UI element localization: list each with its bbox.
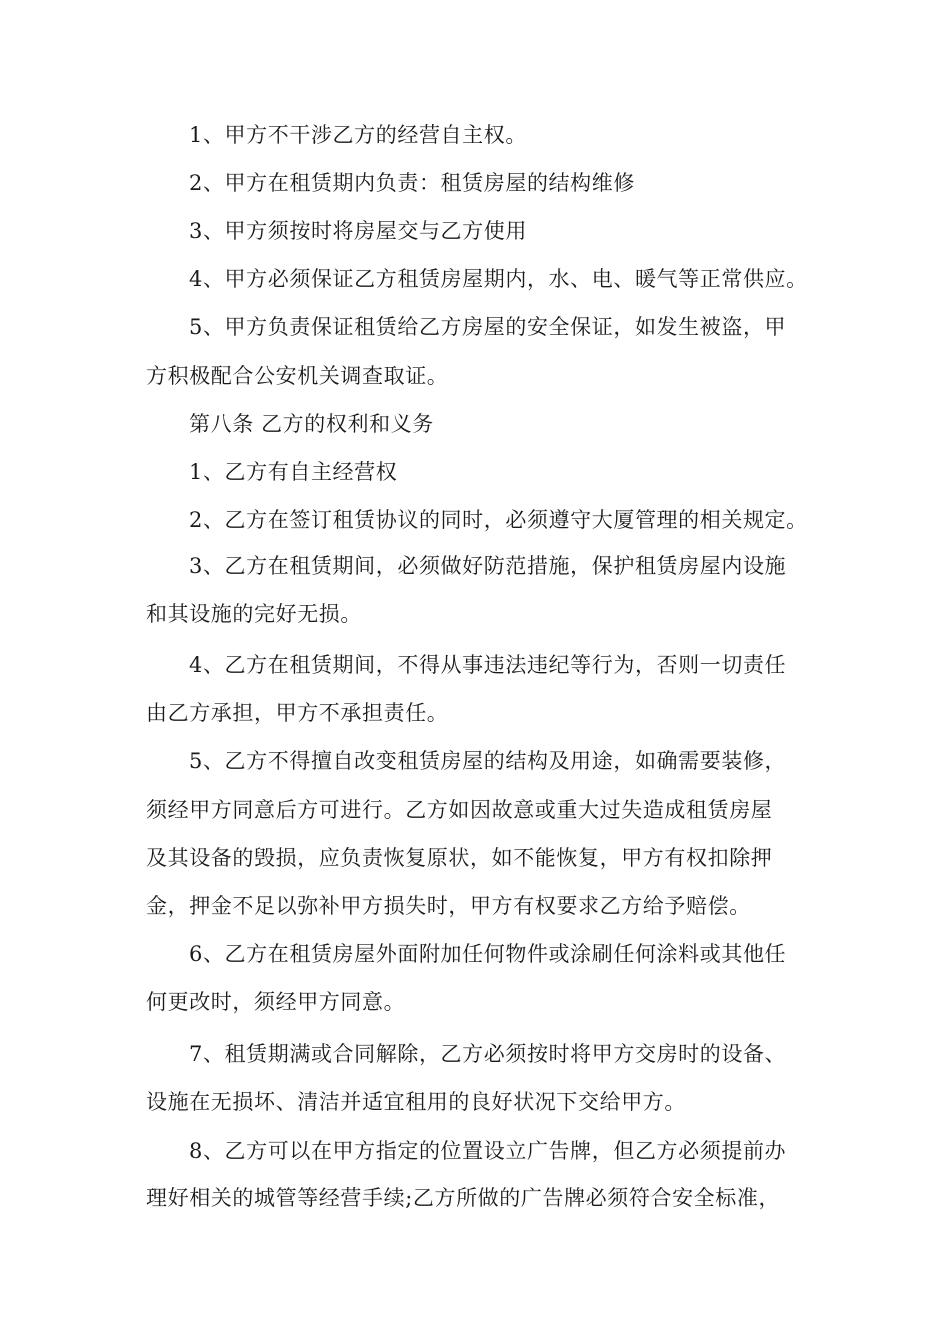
party-b-clause-8-text: 8、乙方可以在甲方指定的位置设立广告牌，但乙方必须提前办 xyxy=(189,1139,787,1163)
party-b-clause-2-text: 2、乙方在签订租赁协议的同时，必须遵守大厦管理的相关规定。 xyxy=(189,508,808,532)
party-b-clause-5-text-cont-1: 须经甲方同意后方可进行。乙方如因故意或重大过失造成租赁房屋 xyxy=(146,798,773,822)
clause-1-text: 1、甲方不干涉乙方的经营自主权。 xyxy=(189,123,527,147)
article-8-heading: 第八条 乙方的权利和义务 xyxy=(189,412,434,436)
party-b-clause-4-text: 4、乙方在租赁期间，不得从事违法违纪等行为，否则一切责任 xyxy=(189,653,787,677)
party-b-clause-5-text-cont-2: 及其设备的毁损，应负责恢复原状，如不能恢复，甲方有权扣除押 xyxy=(146,846,773,870)
party-b-clause-6-text-cont: 何更改时，须经甲方同意。 xyxy=(146,990,406,1014)
clause-3-text: 3、甲方须按时将房屋交与乙方使用 xyxy=(189,219,527,243)
party-b-clause-1-text: 1、乙方有自主经营权 xyxy=(189,460,398,484)
clause-5-text: 5、甲方负责保证租赁给乙方房屋的安全保证，如发生被盗，甲 xyxy=(189,315,787,339)
clause-2-text: 2、甲方在租赁期内负责：租赁房屋的结构维修 xyxy=(189,171,635,195)
party-b-clause-5-text: 5、乙方不得擅自改变租赁房屋的结构及用途，如确需要装修， xyxy=(189,749,787,773)
party-b-clause-6-text: 6、乙方在租赁房屋外面附加任何物件或涂刷任何涂料或其他任 xyxy=(189,942,787,966)
party-b-clause-7-text: 7、租赁期满或合同解除，乙方必须按时将甲方交房时的设备、 xyxy=(189,1042,787,1066)
party-b-clause-3-text: 3、乙方在租赁期间，必须做好防范措施，保护租赁房屋内设施 xyxy=(189,554,787,578)
clause-4-text: 4、甲方必须保证乙方租赁房屋期内，水、电、暖气等正常供应。 xyxy=(189,267,808,291)
party-b-clause-7-text-cont: 设施在无损坏、清洁并适宜租用的良好状况下交给甲方。 xyxy=(146,1090,686,1114)
party-b-clause-3-text-cont: 和其设施的完好无损。 xyxy=(146,602,362,626)
party-b-clause-5-text-cont-3: 金，押金不足以弥补甲方损失时，甲方有权要求乙方给予赔偿。 xyxy=(146,894,751,918)
party-b-clause-4-text-cont: 由乙方承担，甲方不承担责任。 xyxy=(146,701,449,725)
party-b-clause-8-text-cont: 理好相关的城管等经营手续;乙方所做的广告牌必须符合安全标准， xyxy=(146,1186,781,1210)
clause-5-text-cont: 方积极配合公安机关调查取证。 xyxy=(146,364,449,388)
